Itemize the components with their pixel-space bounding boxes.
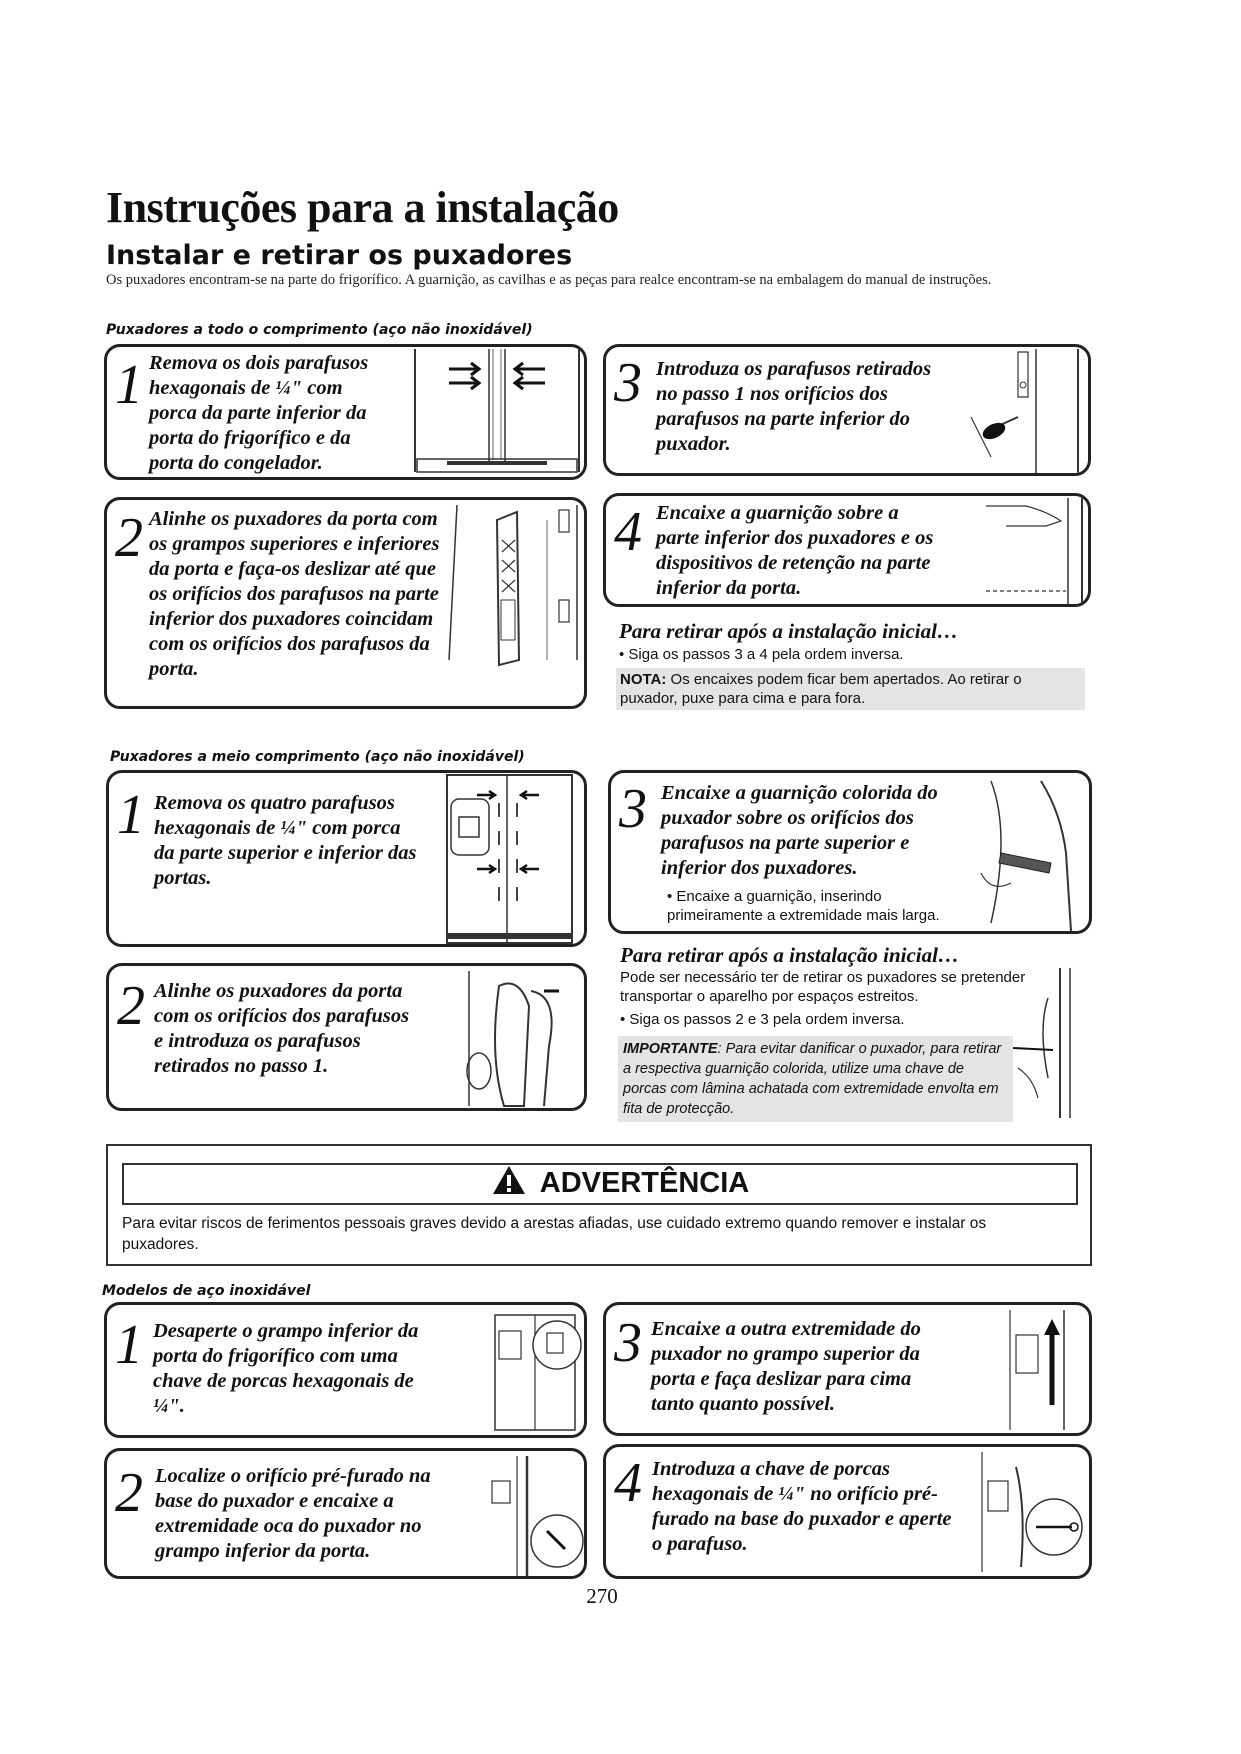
page-subtitle: Instalar e retirar os puxadores xyxy=(106,240,573,271)
s1-note-label: NOTA: xyxy=(620,671,667,688)
hollow-end-illustration xyxy=(487,1451,587,1577)
s3-step1-text: Desaperte o grampo inferior da porta do frigorífico com uma chave de porcas hexagonais de ¼". xyxy=(153,1320,419,1417)
s2-step1-text: Remova os quatro parafusos hexagonais de ¼" com porca da parte superior e inferior das portas. xyxy=(154,792,417,889)
handle-screw-illustration xyxy=(449,966,587,1108)
s2-important-label: IMPORTANTE xyxy=(623,1041,718,1057)
section1-heading: Puxadores a todo o comprimento (aço não inoxidável) xyxy=(106,322,533,338)
s3-step1-number: 1 xyxy=(115,1314,143,1376)
warning-title: ADVERTÊNCIA xyxy=(539,1167,750,1199)
s1-step4-number: 4 xyxy=(614,501,642,563)
s1-step2-box xyxy=(104,497,587,709)
s3-step2-text: Localize o orifício pré-furado na base do puxador e encaixe a extremidade oca do puxador no grampo inferior da porta. xyxy=(155,1465,431,1562)
s1-step4-text: Encaixe a guarnição sobre a parte inferior dos puxadores e os dispositivos de retenção na parte inferior da porta. xyxy=(656,502,934,599)
page-number: 270 xyxy=(586,1584,618,1608)
s1-step3-box xyxy=(603,344,1091,476)
s2-step2-box xyxy=(106,963,587,1111)
section2-heading: Puxadores a meio comprimento (aço não inoxidável) xyxy=(110,749,525,765)
s3-step2-box xyxy=(104,1448,587,1579)
page-title: Instruções para a instalação xyxy=(106,183,619,232)
s3-step1-box xyxy=(104,1302,587,1438)
s1-step1-box xyxy=(104,344,587,480)
screwdriver-illustration xyxy=(966,347,1091,473)
warning-title-row xyxy=(0,1165,1241,1203)
s2-important xyxy=(618,1036,1013,1122)
s1-step2-text: Alinhe os puxadores da porta com os grampos superiores e inferiores da porta e faça-os deslizar até que os orifícios dos parafusos na parte inferior dos puxadores coincidam com os orifícios dos parafusos da porta. xyxy=(149,508,440,680)
s2-step1-number: 1 xyxy=(117,784,145,846)
s1-step2-number: 2 xyxy=(115,507,143,569)
s1-note xyxy=(616,668,1085,710)
s3-step3-text: Encaixe a outra extremidade do puxador no grampo superior da porta e faça deslizar para cima tanto quanto possível. xyxy=(651,1318,921,1415)
slide-up-illustration xyxy=(1006,1305,1091,1433)
s1-step3-text: Introduza os parafusos retirados no passo 1 nos orifícios dos parafusos na parte inferior do puxador. xyxy=(656,358,932,455)
lower-clip-illustration xyxy=(487,1305,587,1435)
s3-step3-number: 3 xyxy=(614,1312,642,1374)
s3-step3-box xyxy=(603,1302,1092,1436)
s3-step2-number: 2 xyxy=(115,1462,143,1524)
section3-heading: Modelos de aço inoxidável xyxy=(102,1283,311,1299)
s2-step3-number: 3 xyxy=(619,778,647,840)
s2-step3-box xyxy=(608,770,1092,934)
s1-remove-title: Para retirar após a instalação inicial… xyxy=(619,619,958,643)
s2-step2-number: 2 xyxy=(117,975,145,1037)
warning-text: Para evitar riscos de ferimentos pessoais graves devido a arestas afiadas, use cuidado extremo quando remover e instalar os puxadores. xyxy=(122,1215,987,1253)
s1-remove-bullet: • Siga os passos 3 a 4 pela ordem inversa. xyxy=(619,646,904,663)
s2-important-text: : Para evitar danificar o puxador, para retirar a respectiva guarnição colorida, utilize uma chave de porcas com lâmina achatada com extremidade envolta em fita de protecção. xyxy=(623,1041,1002,1117)
s2-remove-title: Para retirar após a instalação inicial… xyxy=(620,943,959,967)
s2-step1-box xyxy=(106,770,587,947)
fridge-front-illustration xyxy=(439,773,584,945)
s1-step4-box xyxy=(603,493,1091,607)
s1-note-text: Os encaixes podem ficar bem apertados. Ao retirar o puxador, puxe para cima e para fora. xyxy=(620,671,1022,707)
trim-hand-illustration xyxy=(966,496,1091,604)
tighten-screw-illustration xyxy=(976,1447,1091,1577)
intro-text: Os puxadores encontram-se na parte do frigorífico. A guarnição, as cavilhas e as peças para realce encontram-se na embalagem do manual de instruções. xyxy=(106,272,992,288)
s2-step3-bullet: • Encaixe a guarnição, inserindo primeiramente a extremidade mais larga. xyxy=(667,888,940,924)
s1-step1-number: 1 xyxy=(115,354,143,416)
s1-step3-number: 3 xyxy=(614,352,642,414)
s1-step1-text: Remova os dois parafusos hexagonais de ¼" com porca da parte inferior da porta do frigorífico e da porta do congelador. xyxy=(149,352,369,474)
s2-remove-text: Pode ser necessário ter de retirar os puxadores se pretender transportar o aparelho por espaços estreitos. xyxy=(620,969,1026,1005)
handle-alignment-illustration xyxy=(447,500,587,670)
warning-icon xyxy=(492,1165,526,1203)
s2-step3-text: Encaixe a guarnição colorida do puxador sobre os orifícios dos parafusos na parte superior e inferior dos puxadores. xyxy=(661,782,938,879)
s3-step4-box xyxy=(603,1444,1092,1579)
s3-step4-text: Introduza a chave de porcas hexagonais de ¼" no orifício pré-furado na base do puxador e aperte o parafuso. xyxy=(652,1458,952,1555)
s3-step4-number: 4 xyxy=(614,1452,642,1514)
s2-remove-bullet: • Siga os passos 2 e 3 pela ordem inversa. xyxy=(620,1011,905,1028)
s2-step2-text: Alinhe os puxadores da porta com os orifícios dos parafusos e introduza os parafusos retirados no passo 1. xyxy=(154,980,410,1077)
colored-trim-illustration xyxy=(971,773,1092,931)
trim-removal-illustration xyxy=(1008,968,1083,1118)
fridge-bottom-illustration xyxy=(407,347,587,477)
